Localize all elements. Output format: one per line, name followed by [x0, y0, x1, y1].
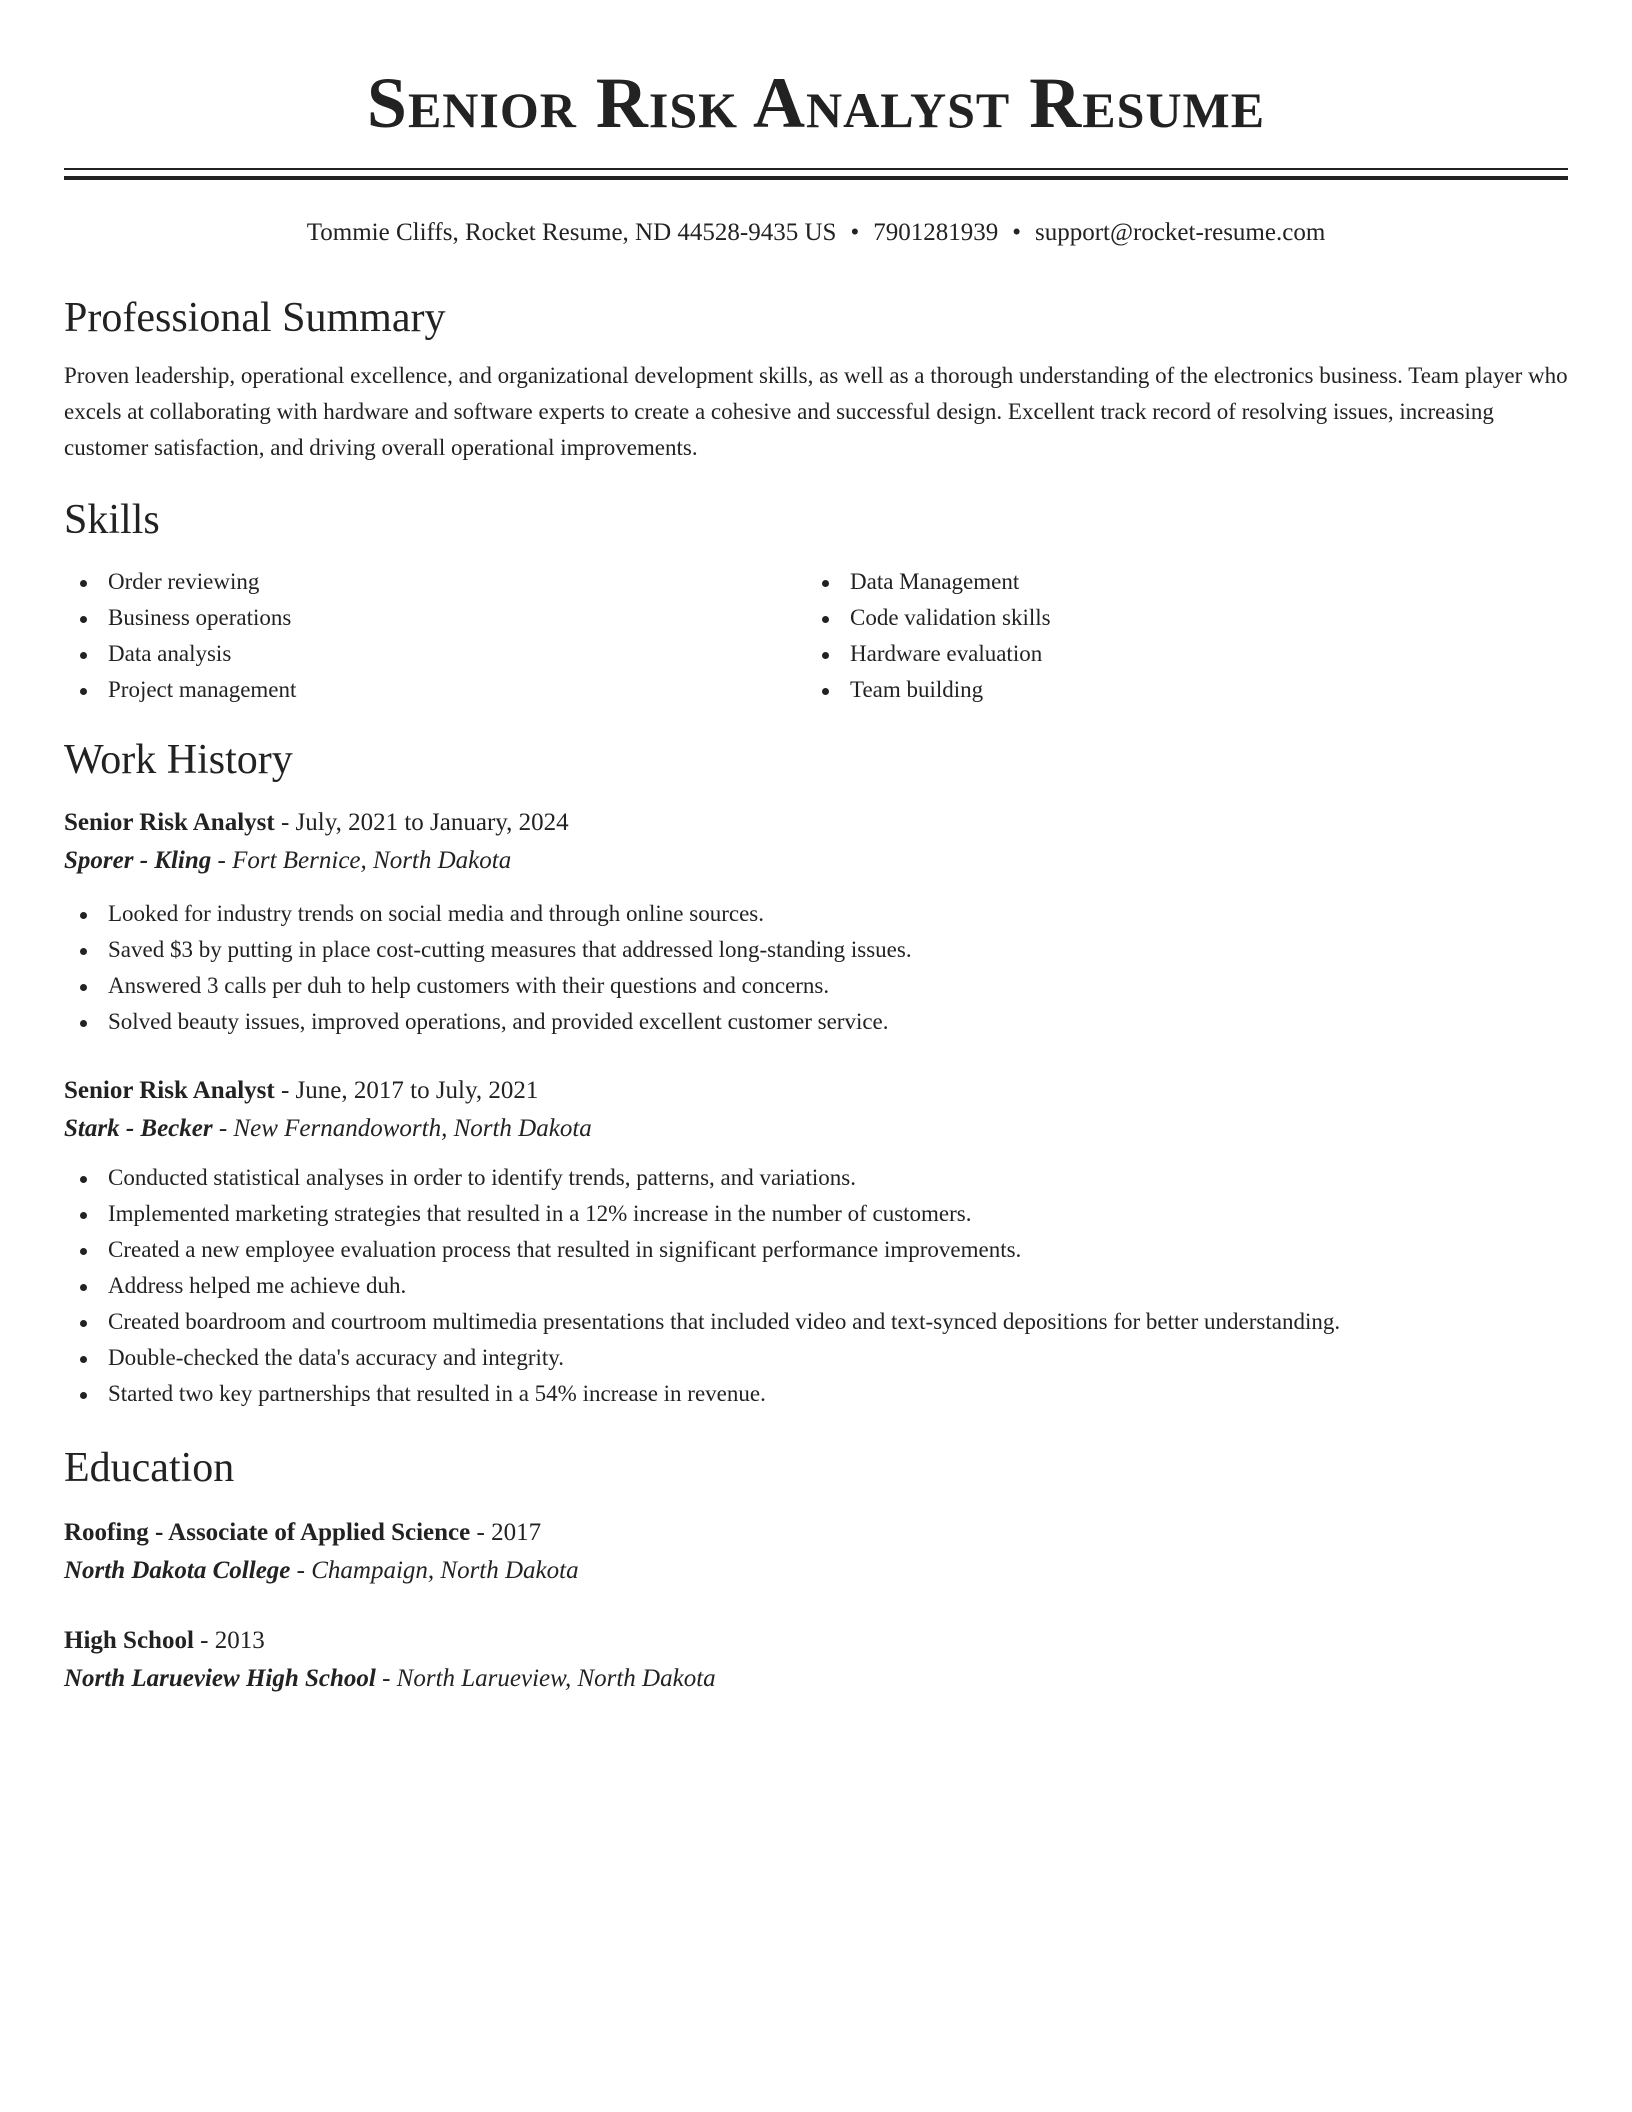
job-bullet: Double-checked the data's accuracy and integrity. [64, 1340, 1568, 1376]
education-heading: Education [64, 1445, 235, 1491]
education-year: - 2013 [193, 1627, 265, 1654]
education-degree: Roofing - Associate of Applied Science [64, 1519, 471, 1546]
education-school-line [64, 1552, 1568, 1590]
job-bullet: Created a new employee evaluation process that resulted in significant performance improvements. [64, 1232, 1568, 1268]
job-company-line [64, 842, 1568, 880]
skill-item: Order reviewing [64, 564, 806, 600]
skills-column-right [806, 564, 1548, 708]
job-title-line [64, 804, 1568, 842]
job-company: Sporer - Kling [64, 847, 212, 874]
education-entry [64, 1514, 1568, 1590]
job-bullet: Looked for industry trends on social media and through online sources. [64, 896, 1568, 932]
job-title: Senior Risk Analyst [64, 809, 275, 836]
summary-heading: Professional Summary [64, 295, 446, 341]
contact-address: Tommie Cliffs, Rocket Resume, ND 44528-9435 US [306, 219, 837, 246]
job-bullet: Conducted statistical analyses in order to identify trends, patterns, and variations. [64, 1160, 1568, 1196]
contact-separator: • [850, 219, 860, 246]
job-company: Stark - Becker [64, 1115, 213, 1142]
education-entry [64, 1622, 1568, 1698]
skill-item: Hardware evaluation [806, 636, 1548, 672]
job-bullet: Saved $3 by putting in place cost-cutting measures that addressed long-standing issues. [64, 932, 1568, 968]
job-bullets [64, 896, 1568, 1040]
education-school-line [64, 1660, 1568, 1698]
job-bullet: Answered 3 calls per duh to help customers with their questions and concerns. [64, 968, 1568, 1004]
contact-separator: • [1012, 219, 1021, 246]
education-school: North Larueview High School [64, 1665, 376, 1692]
education-degree-line [64, 1514, 1568, 1552]
job-title: Senior Risk Analyst [64, 1077, 275, 1104]
job-bullet: Started two key partnerships that resulted in a 54% increase in revenue. [64, 1376, 1568, 1412]
job-dates: - June, 2017 to July, 2021 [274, 1077, 539, 1104]
skill-item: Team building [806, 672, 1548, 708]
education-degree: High School [64, 1627, 194, 1654]
job-entry [64, 1072, 1568, 1412]
job-bullet: Implemented marketing strategies that resulted in a 12% increase in the number of customers. [64, 1196, 1568, 1232]
title-rule-top [64, 168, 1568, 170]
job-bullets [64, 1160, 1568, 1412]
skills-column-left [64, 564, 806, 708]
education-location: - Champaign, North Dakota [290, 1557, 579, 1584]
job-bullet: Solved beauty issues, improved operations, and provided excellent customer service. [64, 1004, 1568, 1040]
job-location: - New Fernandoworth, North Dakota [212, 1115, 592, 1142]
skill-item: Data Management [806, 564, 1548, 600]
job-dates: - July, 2021 to January, 2024 [274, 809, 569, 836]
skill-item: Data analysis [64, 636, 806, 672]
education-location: - North Larueview, North Dakota [375, 1665, 716, 1692]
title-rule-bottom [64, 176, 1568, 180]
contact-phone: 7901281939 [873, 219, 999, 246]
education-year: - 2017 [470, 1519, 542, 1546]
job-bullet: Created boardroom and courtroom multimedia presentations that included video and text-synced depositions for better understanding. [64, 1304, 1568, 1340]
job-title-line [64, 1072, 1568, 1110]
skill-item: Code validation skills [806, 600, 1548, 636]
skills-heading: Skills [64, 497, 160, 543]
skill-item: Business operations [64, 600, 806, 636]
education-school: North Dakota College [64, 1557, 291, 1584]
job-location: - Fort Bernice, North Dakota [211, 847, 512, 874]
contact-email: support@rocket-resume.com [1034, 219, 1326, 246]
job-company-line [64, 1110, 1568, 1148]
resume-title: Senior Risk Analyst Resume [366, 63, 1266, 143]
education-degree-line [64, 1622, 1568, 1660]
summary-text: Proven leadership, operational excellence, and organizational development skills, as well as a thorough understanding of the electronics business. Team player who excels at collaborating with hardware and software experts to create a cohesive and successful design. Excellent track record of resolving issues, increasing customer satisfaction, and driving overall operational improvements. [64, 363, 1568, 460]
skills-list [64, 564, 1568, 708]
job-bullet: Address helped me achieve duh. [64, 1268, 1568, 1304]
work-history-heading: Work History [64, 737, 293, 783]
contact-line [64, 216, 1568, 250]
job-entry [64, 804, 1568, 1040]
skill-item: Project management [64, 672, 806, 708]
